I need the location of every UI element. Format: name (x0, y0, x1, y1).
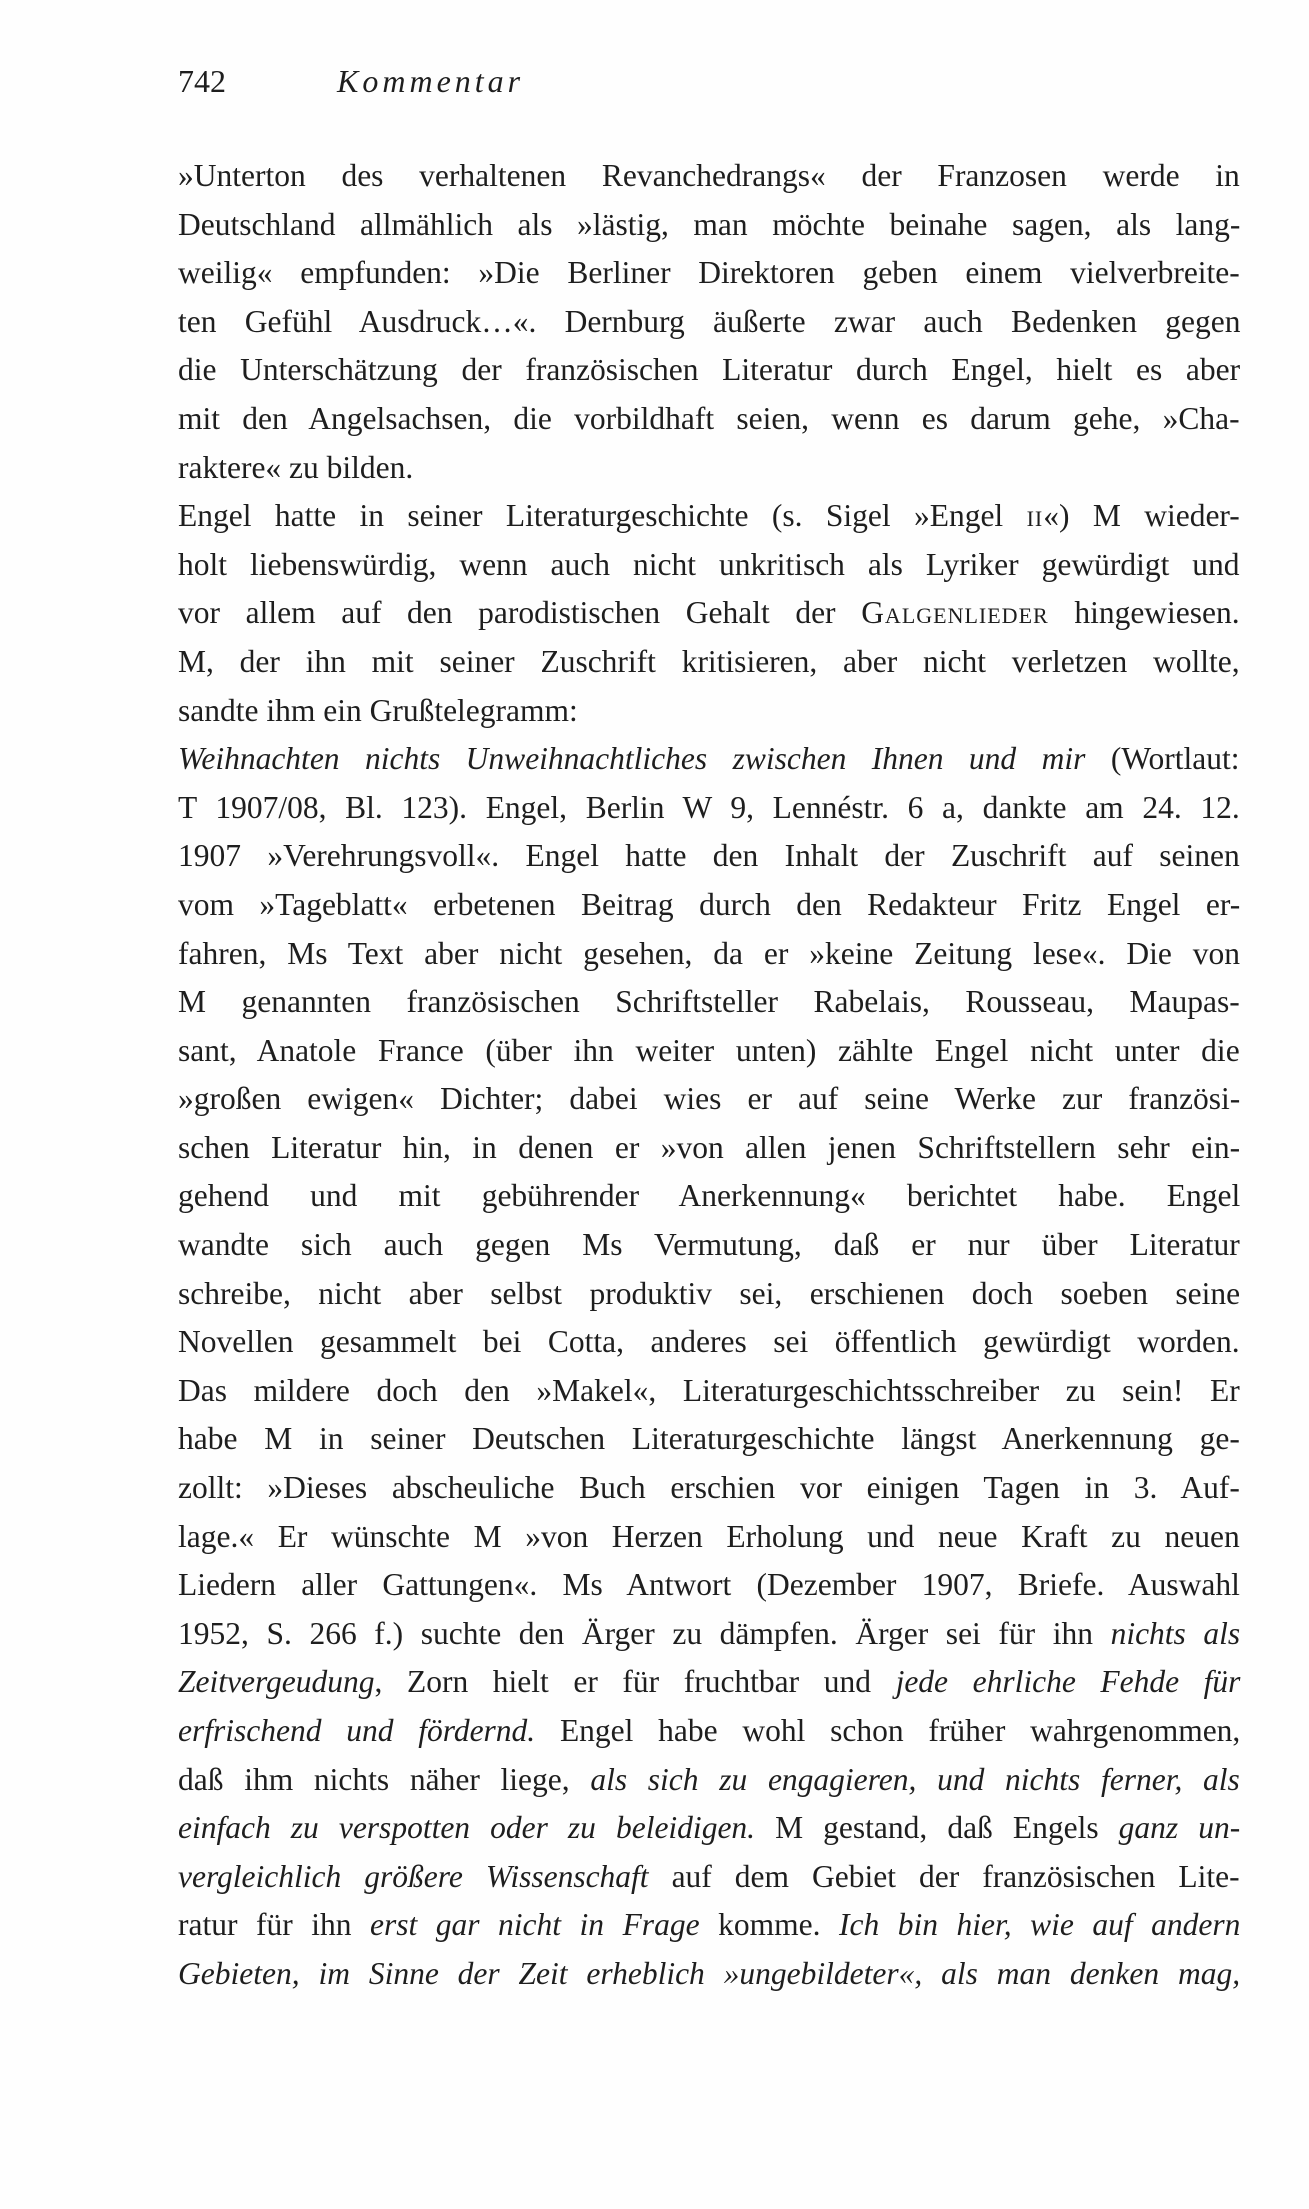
text-segment: ten Gefühl Ausdruck…«. Dernburg äußerte zwar auch Bedenken gegen (178, 303, 1241, 339)
text-segment: sandte ihm ein Grußtelegramm: (178, 692, 578, 728)
text-line (178, 638, 1240, 687)
text-line (178, 1610, 1240, 1659)
italic-quote-segment: vergleichlich größere Wissenschaft (178, 1858, 649, 1894)
text-line (178, 1901, 1240, 1950)
text-segment: 1907 »Verehrungsvoll«. Engel hatte den Inhalt der Zuschrift auf seinen (178, 838, 1240, 874)
text-segment: wandte sich auch gegen Ms Vermutung, daß er nur über Literatur (178, 1227, 1240, 1263)
text-segment: ratur für ihn (178, 1907, 370, 1943)
text-line (178, 1853, 1240, 1902)
text-segment: mit den Angelsachsen, die vorbildhaft seien, wenn es darum gehe, »Cha- (178, 400, 1240, 436)
text-segment: vor allem auf den parodistischen Gehalt der (178, 595, 862, 631)
text-line (178, 1027, 1240, 1076)
text-segment: , Zorn hielt er für fruchtbar und (374, 1664, 896, 1700)
italic-quote-segment: erfrischend und fördernd. (178, 1713, 536, 1748)
text-line (178, 978, 1240, 1027)
text-line (178, 1658, 1240, 1707)
italic-quote-segment: einfach zu verspotten oder zu beleidigen. (178, 1810, 756, 1846)
text-segment: gehend und mit gebührender Anerkennung« berichtet habe. Engel (178, 1178, 1241, 1214)
text-segment: raktere« zu bilden. (178, 449, 414, 485)
text-line (178, 152, 1240, 201)
text-segment: zollt: »Dieses abscheuliche Buch erschien vor einigen Tagen in 3. Auf- (178, 1470, 1240, 1506)
text-line (178, 492, 1240, 541)
text-line (178, 444, 1240, 493)
italic-quote-segment: erst gar nicht in Frage (370, 1907, 700, 1943)
text-line (178, 1075, 1240, 1124)
small-caps-segment: ii (1026, 498, 1044, 534)
commentary-body (178, 152, 1240, 1999)
text-segment: schreibe, nicht aber selbst produktiv sei, erschienen doch soeben seine (178, 1275, 1241, 1311)
text-segment: 1952, S. 266 f.) suchte den Ärger zu dämpfen. Ärger sei für ihn (178, 1615, 1111, 1651)
text-line (178, 201, 1240, 250)
italic-quote-segment: Zeitvergeudung (178, 1664, 375, 1700)
text-segment: sant, Anatole France (über ihn weiter unten) zählte Engel nicht unter die (178, 1032, 1240, 1068)
text-line (178, 784, 1240, 833)
text-segment: «) M wieder- (1043, 498, 1240, 534)
text-line (178, 1415, 1240, 1464)
text-segment: Engel hatte in seiner Literaturgeschichte (s. Sigel »Engel (178, 498, 1027, 534)
text-line (178, 687, 1240, 736)
text-segment: M gestand, daß Engels (755, 1810, 1119, 1846)
text-line (178, 1221, 1240, 1270)
text-segment: holt liebenswürdig, wenn auch nicht unkritisch als Lyriker gewürdigt und (178, 546, 1240, 582)
text-line (178, 881, 1240, 930)
text-line (178, 1707, 1240, 1756)
text-segment: auf dem Gebiet der französischen Lite- (648, 1858, 1240, 1894)
text-line (178, 1950, 1240, 1999)
text-line (178, 541, 1240, 590)
italic-quote-segment: jede ehrliche Fehde für (895, 1664, 1241, 1700)
italic-quote-segment: als sich zu engagieren, und nichts ferner, als (590, 1761, 1240, 1797)
text-line (178, 395, 1240, 444)
text-segment: T 1907/08, Bl. 123). Engel, Berlin W 9, Lennéstr. 6 a, dankte am 24. 12. (178, 789, 1240, 825)
text-segment: »großen ewigen« Dichter; dabei wies er auf seine Werke zur französi- (178, 1081, 1241, 1117)
text-segment: fahren, Ms Text aber nicht gesehen, da er »keine Zeitung lese«. Die von (178, 935, 1241, 971)
text-line (178, 1367, 1240, 1416)
text-segment: Liedern aller Gattungen«. Ms Antwort (Dezember 1907, Briefe. Auswahl (178, 1567, 1240, 1603)
text-segment: daß ihm nichts näher liege, (178, 1761, 591, 1797)
text-line (178, 735, 1240, 784)
text-segment: M, der ihn mit seiner Zuschrift kritisieren, aber nicht verletzen wollte, (178, 643, 1240, 679)
text-segment: schen Literatur hin, in denen er »von allen jenen Schriftstellern sehr ein- (178, 1129, 1241, 1165)
text-line (178, 1270, 1240, 1319)
text-segment: hingewiesen. (1048, 595, 1240, 631)
text-segment: Deutschland allmählich als »lästig, man möchte beinahe sagen, als lang- (178, 206, 1241, 242)
text-segment: habe M in seiner Deutschen Literaturgeschichte längst Anerkennung ge- (178, 1421, 1240, 1457)
text-segment: Engel habe wohl schon früher wahrgenommen, (535, 1713, 1241, 1748)
text-segment: Das mildere doch den »Makel«, Literaturgeschichtsschreiber zu sein! Er (178, 1372, 1240, 1408)
text-segment: komme. (699, 1907, 839, 1943)
text-line (178, 1124, 1240, 1173)
text-line (178, 589, 1240, 638)
text-line (178, 1561, 1240, 1610)
text-line (178, 1172, 1240, 1221)
text-line (178, 930, 1240, 979)
italic-quote-segment: Weihnachten nichts Unweihnachtliches zwischen Ihnen und mir (178, 741, 1086, 777)
small-caps-segment: Galgenlieder (861, 595, 1049, 631)
text-line (178, 1756, 1240, 1805)
text-segment: M genannten französischen Schriftsteller Rabelais, Rousseau, Maupas- (178, 984, 1240, 1020)
text-line (178, 832, 1240, 881)
text-line (178, 1513, 1240, 1562)
italic-quote-segment: Gebieten, im Sinne der Zeit erheblich »ungebildeter«, als man denken mag, (178, 1955, 1241, 1991)
text-segment: (Wortlaut: (1085, 741, 1240, 777)
text-segment: die Unterschätzung der französischen Literatur durch Engel, hielt es aber (178, 352, 1241, 388)
page-number: 742 (178, 63, 226, 99)
italic-quote-segment: ganz un- (1118, 1810, 1241, 1846)
text-segment: Novellen gesammelt bei Cotta, anderes sei öffentlich gewürdigt worden. (178, 1324, 1240, 1360)
italic-quote-segment: Ich bin hier, wie auf andern (838, 1907, 1241, 1943)
section-title: Kommentar (337, 63, 525, 99)
text-line (178, 1464, 1240, 1513)
text-line (178, 249, 1240, 298)
text-line (178, 1318, 1240, 1367)
italic-quote-segment: nichts als (1110, 1615, 1241, 1651)
text-segment: lage.« Er wünschte M »von Herzen Erholung und neue Kraft zu neuen (178, 1518, 1240, 1554)
text-segment: weilig« empfunden: »Die Berliner Direktoren geben einem vielverbreite- (178, 255, 1240, 291)
text-segment: »Unterton des verhaltenen Revanchedrangs« der Franzosen werde in (178, 158, 1240, 193)
text-segment: vom »Tageblatt« erbetenen Beitrag durch den Redakteur Fritz Engel er- (178, 886, 1241, 922)
text-line (178, 298, 1240, 347)
text-line (178, 346, 1240, 395)
text-line (178, 1804, 1240, 1853)
